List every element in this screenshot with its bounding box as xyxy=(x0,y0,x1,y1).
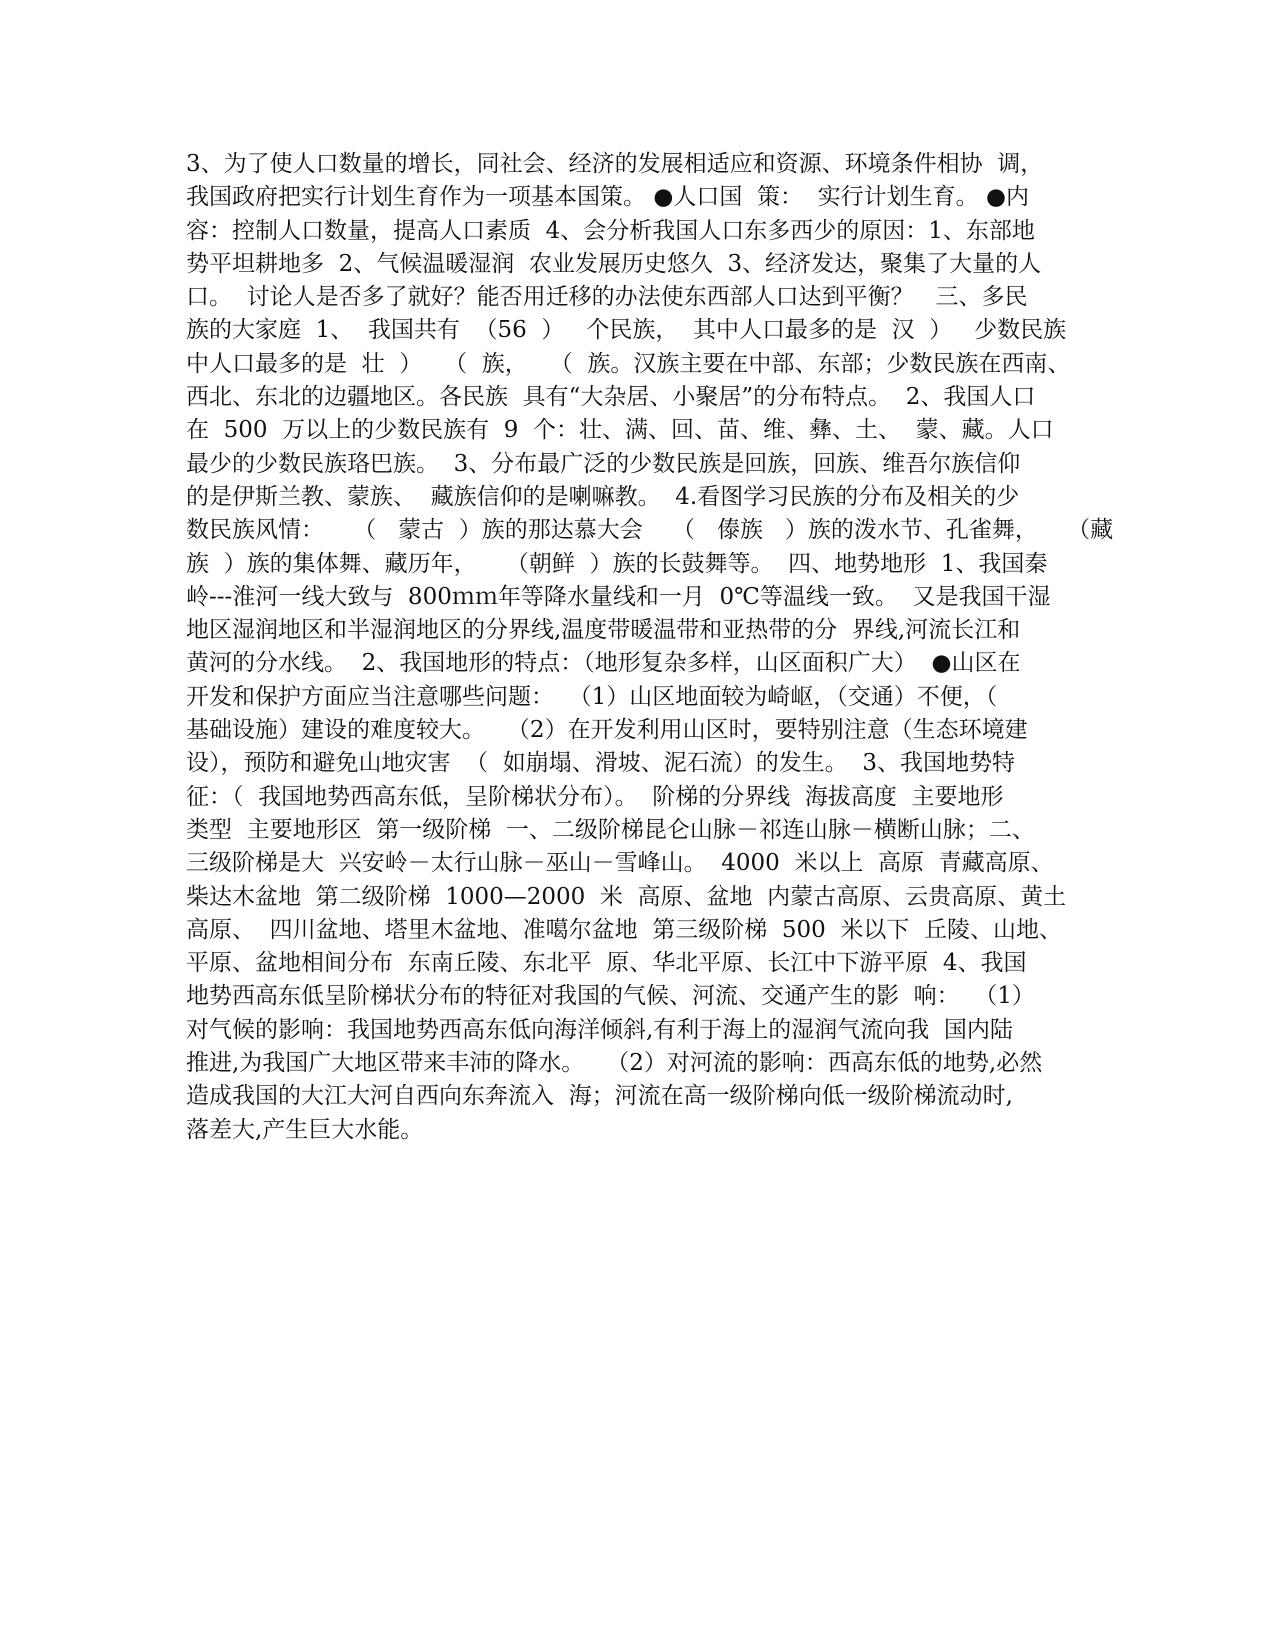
text-line: 地区湿润地区和半湿润地区的分界线,温度带暖温带和亚热带的分 界线,河流长江和 xyxy=(186,617,1021,644)
text-line: 三级阶梯是大 兴安岭－太行山脉－巫山－雪峰山。 4000 米以上 高原 青藏高原、 xyxy=(186,850,1054,877)
text-line: 黄河的分水线。 2、我国地形的特点：（地形复杂多样，山区面积广大） ●山区在 xyxy=(186,650,1021,677)
text-line: 最少的少数民族珞巴族。 3、分布最广泛的少数民族是回族，回族、维吾尔族信仰 xyxy=(186,450,1021,477)
text-line: 势平坦耕地多 2、气候温暖湿润 农业发展历史悠久 3、经济发达，聚集了大量的人 xyxy=(186,250,1042,277)
document-body xyxy=(186,148,1114,1147)
text-line: 平原、盆地相间分布 东南丘陵、东北平 原、华北平原、长江中下游平原 4、我国 xyxy=(186,950,1027,977)
text-line: 3、为了使人口数量的增长，同社会、经济的发展相适应和资源、环境条件相协 调， xyxy=(186,151,1044,177)
text-line: 容：控制人口数量，提高人口素质 4、会分析我国人口东多西少的原因：1、东部地 xyxy=(186,217,1035,244)
text-line: 我国政府把实行计划生育作为一项基本国策。 ●人口国 策： 实行计划生育。 ●内 xyxy=(186,184,1030,211)
text-line: 征：（ 我国地势西高东低，呈阶梯状分布）。 阶梯的分界线 海拔高度 主要地形 xyxy=(186,783,1004,810)
text-line: 数民族风情： （ 蒙古 ）族的那达慕大会 （ 傣族 ）族的泼水节、孔雀舞， （藏 xyxy=(186,517,1114,544)
text-line: 族的大家庭 1、 我国共有 （56 ） 个民族， 其中人口最多的是 汉 ） 少数民族 xyxy=(186,317,1067,344)
text-line: 地势西高东低呈阶梯状分布的特征对我国的气候、河流、交通产生的影 响： （1） xyxy=(186,983,1035,1010)
text-line: 造成我国的大江大河自西向东奔流入 海；河流在高一级阶梯向低一级阶梯流动时, xyxy=(186,1083,1013,1110)
text-line: 设），预防和避免山地灾害 （ 如崩塌、滑坡、泥石流）的发生。 3、我国地势特 xyxy=(186,750,1015,777)
text-line: 岭---淮河一线大致与 800ｍｍ年等降水量线和一月 0℃等温线一致。 又是我国干湿 xyxy=(186,583,1051,610)
text-line: 基础设施）建设的难度较大。 （2）在开发利用山区时，要特别注意（生态环境建 xyxy=(186,717,1028,744)
text-line: 高原、 四川盆地、塔里木盆地、准噶尔盆地 第三级阶梯 500 米以下 丘陵、山地、 xyxy=(186,916,1063,943)
text-line: 类型 主要地形区 第一级阶梯 一、二级阶梯昆仑山脉－祁连山脉－横断山脉；二、 xyxy=(186,816,1035,843)
text-line: 柴达木盆地 第二级阶梯 1000—2000 米 高原、盆地 内蒙古高原、云贵高原、黄土 xyxy=(186,883,1067,910)
text-line: 西北、东北的边疆地区。各民族 具有“大杂居、小聚居”的分布特点。 2、我国人口 xyxy=(186,384,1036,411)
text-line: 的是伊斯兰教、蒙族、 藏族信仰的是喇嘛教。 4.看图学习民族的分布及相关的少 xyxy=(186,483,1020,510)
text-line: 族 ）族的集体舞、藏历年， （朝鲜 ）族的长鼓舞等。 四、地势地形 1、我国秦 xyxy=(186,550,1048,577)
text-line: 中人口最多的是 壮 ） （ 族， （ 族。汉族主要在中部、东部；少数民族在西南、 xyxy=(186,350,1071,377)
text-line: 口。 讨论人是否多了就好？能否用迁移的办法使东西部人口达到平衡？ 三、多民 xyxy=(186,284,1028,311)
text-line: 落差大,产生巨大水能。 xyxy=(186,1116,424,1143)
text-line: 推进,为我国广大地区带来丰沛的降水。 （2）对河流的影响：西高东低的地势,必然 xyxy=(186,1050,1043,1077)
text-line: 在 500 万以上的少数民族有 9 个：壮、满、回、苗、维、彝、土、 蒙、藏。人口 xyxy=(186,417,1054,444)
text-line: 对气候的影响：我国地势西高东低向海洋倾斜,有利于海上的湿润气流向我 国内陆 xyxy=(186,1016,1013,1043)
text-line: 开发和保护方面应当注意哪些问题： （1）山区地面较为崎岖，（交通）不便，（ xyxy=(186,683,998,710)
